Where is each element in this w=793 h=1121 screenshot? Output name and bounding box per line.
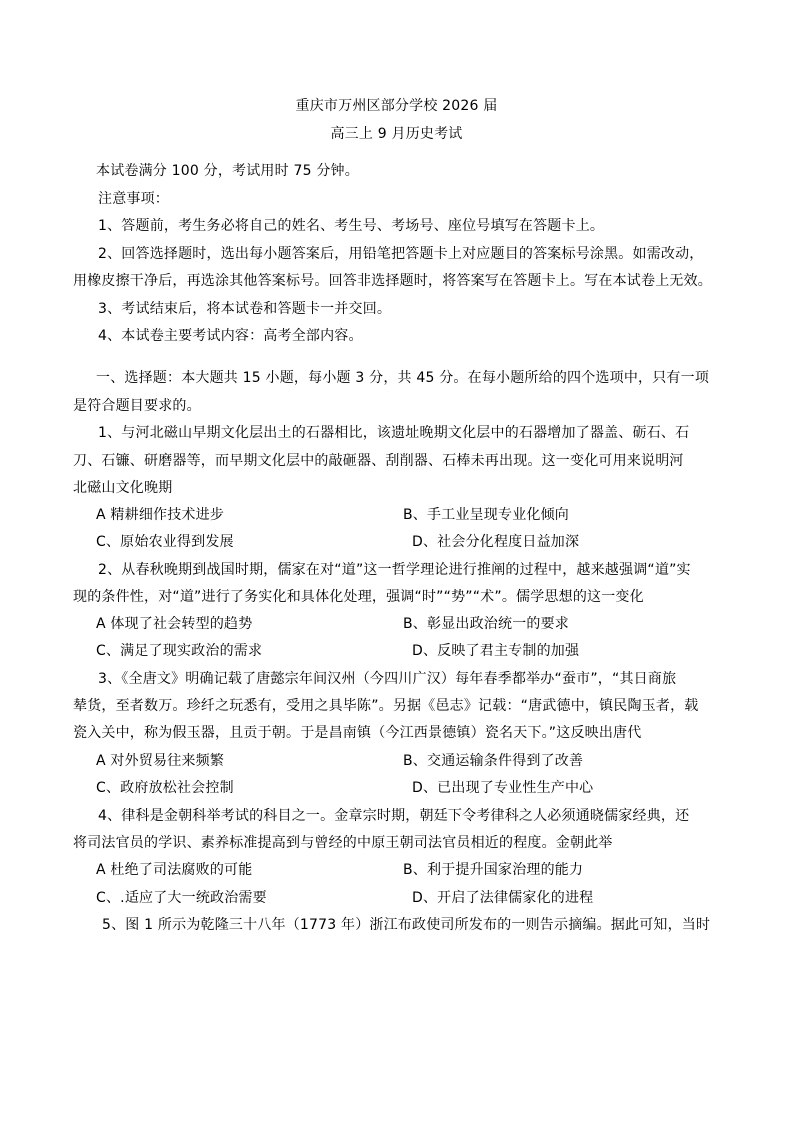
exam-subtitle: 高三上 9 月历史考试 — [330, 126, 463, 142]
question-5-stem: 5、图 1 所示为乾隆三十八年（1773 年）浙江布政使司所发布的一则告示摘编。据此可知，当时 — [102, 917, 711, 933]
question-3-option-a: A 对外贸易往来频繁 — [96, 753, 225, 769]
question-3-option-c: C、政府放松社会控制 — [96, 780, 234, 796]
question-1-stem: 刀、石镰、研磨器等，而早期文化层中的敲砸器、刮削器、石棒未再出现。这一变化可用来说明河 — [73, 453, 684, 469]
notice-label: 注意事项： — [98, 191, 169, 207]
notice-item: 用橡皮擦干净后，再选涂其他答案标号。回答非选择题时，将答案写在答题卡上。写在本试卷上无效。 — [73, 273, 712, 289]
question-2-option-c: C、满足了现实政治的需求 — [96, 643, 263, 659]
question-2-option-d: D、反映了君主专制的加强 — [412, 643, 580, 659]
section-heading: 是符合题目要求的。 — [73, 398, 201, 414]
question-3-option-b: B、交通运输条件得到了改善 — [403, 753, 584, 769]
question-4-option-b: B、利于提升国家治理的能力 — [403, 862, 584, 878]
score-time-text: 本试卷满分 100 分，考试用时 75 分钟。 — [96, 163, 359, 179]
question-3-stem: 辇货，至者数万。珍纤之玩悉有，受用之具毕陈”。另据《邑志》记载：“唐武德中，镇民陶玉者，载 — [73, 698, 699, 714]
question-2-stem: 现的条件性，对“道”进行了务实化和具体化处理，强调“时”“势”“术”。儒学思想的这一变化 — [73, 589, 644, 605]
question-1-option-c: C、原始农业得到发展 — [96, 534, 234, 550]
question-4-stem: 将司法官员的学识、素养标准提高到与曾经的中原王朝司法官员相近的程度。金朝此举 — [73, 835, 613, 851]
question-2-stem: 2、从春秋晚期到战国时期，儒家在对“道”这一哲学理论进行推阐的过程中，越来越强调“道”实 — [98, 562, 691, 578]
notice-item: 4、本试卷主要考试内容：高考全部内容。 — [98, 328, 363, 344]
notice-item: 3、考试结束后，将本试卷和答题卡一并交回。 — [98, 301, 392, 317]
question-1-option-a: A 精耕细作技术进步 — [96, 507, 225, 523]
notice-item: 2、回答选择题时，选出每小题答案后，用铅笔把答题卡上对应题目的答案标号涂黑。如需改动， — [98, 246, 704, 262]
question-3-stem: 瓷入关中，称为假玉器，且贡于朝。于是昌南镇（今江西景德镇）瓷名天下。”这反映出唐代 — [73, 725, 642, 741]
notice-item: 1、答题前，考生务必将自己的姓名、考生号、考场号、座位号填写在答题卡上。 — [98, 218, 605, 234]
question-1-stem: 1、与河北磁山早期文化层出土的石器相比，该遗址晚期文化层中的石器增加了器盖、砺石、石 — [98, 425, 690, 441]
section-heading: 一、选择题：本大题共 15 小题，每小题 3 分，共 45 分。在每小题所给的四个选项中，只有一项 — [96, 370, 710, 386]
question-1-stem: 北磁山文化晚期 — [73, 480, 173, 496]
question-4-stem: 4、律科是金朝科举考试的科目之一。金章宗时期，朝廷下令考律科之人必须通晓儒家经典，还 — [98, 808, 690, 824]
question-3-stem: 3、《全唐文》明确记载了唐懿宗年间汉州（今四川广汉）每年春季都举办“蚕市”，“其日商旅 — [98, 671, 677, 687]
question-3-option-d: D、已出现了专业性生产中心 — [412, 780, 594, 796]
question-4-option-a: A 杜绝了司法腐败的可能 — [96, 862, 253, 878]
question-1-option-b: B、手工业呈现专业化倾向 — [403, 507, 570, 523]
question-2-option-a: A 体现了社会转型的趋势 — [96, 616, 253, 632]
question-1-option-d: D、社会分化程度日益加深 — [412, 534, 580, 550]
exam-title: 重庆市万州区部分学校 2026 届 — [295, 98, 498, 114]
question-4-option-c: C、.适应了大一统政治需要 — [96, 890, 267, 906]
question-2-option-b: B、彰显出政治统一的要求 — [403, 616, 570, 632]
question-4-option-d: D、开启了法律儒家化的进程 — [412, 890, 594, 906]
